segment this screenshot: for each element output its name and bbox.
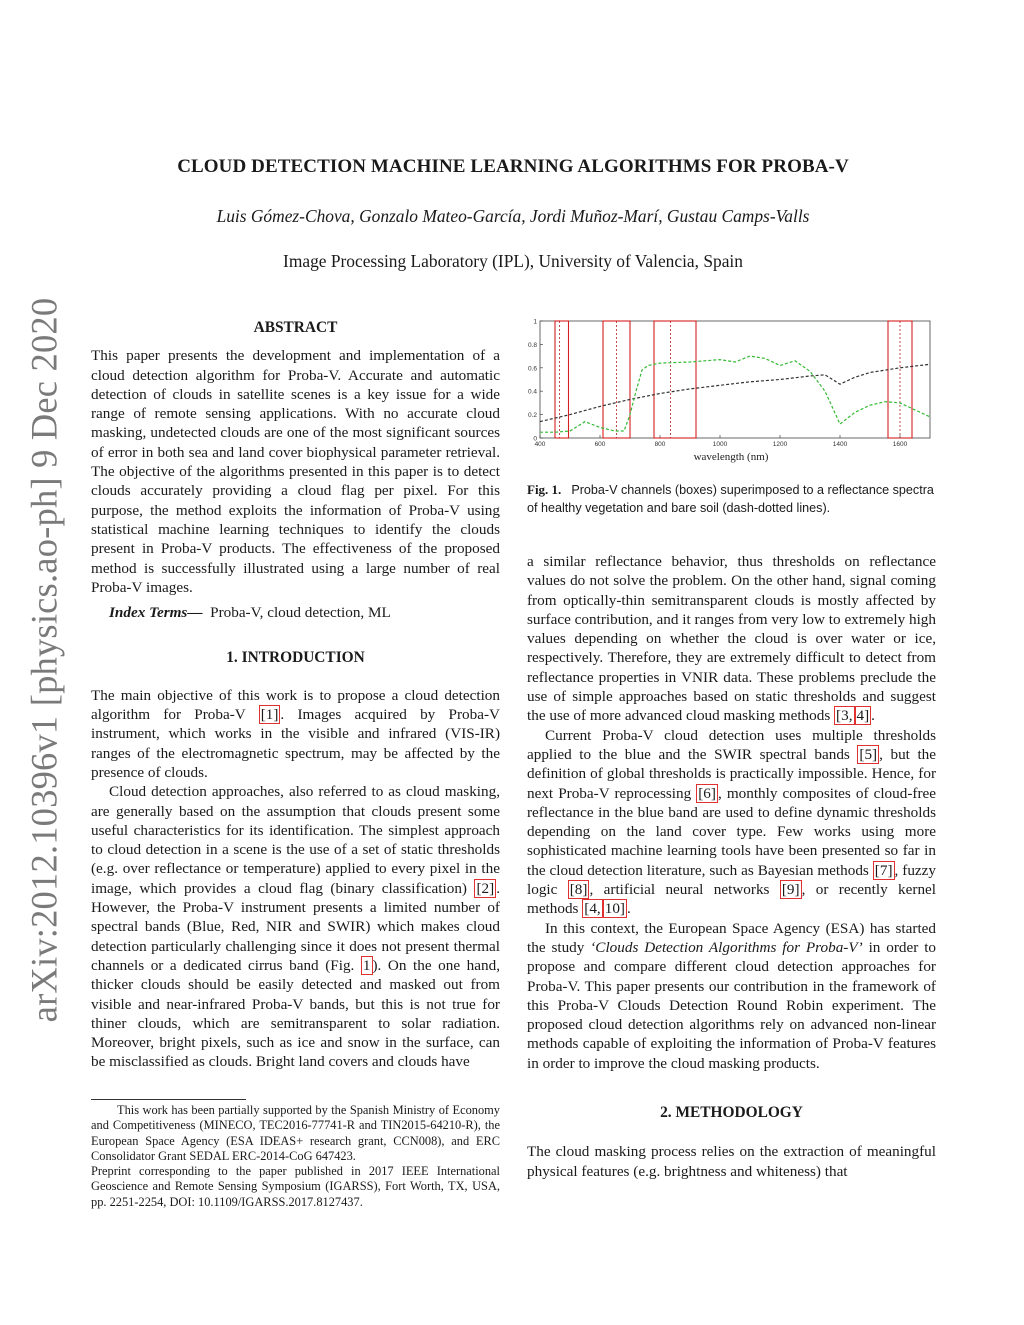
intro-heading: 1. INTRODUCTION	[226, 649, 365, 667]
intro-paragraph-2	[91, 782, 500, 1071]
x-tick-label: 1000	[712, 441, 728, 448]
affiliation: Image Processing Laboratory (IPL), University of Valencia, Spain	[283, 251, 743, 271]
citation-link[interactable]: [6]	[698, 784, 716, 802]
y-tick-label: 1	[533, 318, 537, 326]
x-tick-label: 800	[654, 441, 666, 448]
right-p1-text-a: a similar reflectance behavior, thus thresholds on reflectance values do not solve the problem. On the other hand, signal coming from optically-thin semitransparent clouds is mostly affected by surface contribution, and it ranges from very low to extremely high values depending on whether the cloud is over water or ice, respectively. Therefore, they are extremely difficult to detect from reflectance properties in VNIR data. These problems preclude the use of simple approaches based on static thresholds and suggest the use of more advanced cloud masking methods	[527, 553, 936, 725]
plot-frame	[540, 321, 930, 438]
methodology-heading: 2. METHODOLOGY	[660, 1104, 803, 1122]
intro-p1-text-b: . Images acquired by Proba-V instrument, which works in the visible and infrared (VIS-IR) ranges of the electromagnetic spectrum, may be affected by the presence of clouds.	[91, 706, 500, 781]
right-p2-text-f: , or recently kernel methods	[527, 881, 936, 918]
citation-link[interactable]: [5]	[859, 745, 878, 763]
x-tick-label: 1400	[832, 441, 848, 448]
x-tick-label: 600	[594, 441, 606, 448]
x-tick-label: 400	[534, 441, 546, 448]
x-tick-label: 1600	[892, 441, 908, 448]
band-boxes	[555, 321, 912, 438]
right-p1-text-b: .	[871, 707, 875, 725]
citation-link[interactable]: [4,	[584, 900, 601, 918]
series-line-healthy-vegetation	[540, 356, 930, 432]
index-terms-label: Index Terms—	[109, 604, 203, 622]
right-p2-text-a: Current Proba-V cloud detection uses multiple thresholds applied to the blue and the SWIR spectral bands	[527, 726, 936, 763]
citation-link[interactable]: 10]	[604, 900, 625, 918]
study-title: ‘Clouds Detection Algorithms for Proba-V’	[590, 938, 863, 956]
citation-link[interactable]: [3,	[836, 707, 853, 725]
abstract-heading: ABSTRACT	[253, 319, 338, 336]
spectra-curves	[540, 356, 930, 432]
footnote-preprint: Preprint corresponding to the paper published in 2017 IEEE International Geoscience and Remote Sensing Symposium (IGARSS), Fort Worth, TX, USA, pp. 2251-2254, DOI: 10.1109/IGARSS.2017.8127437.	[91, 1164, 500, 1209]
right-p2-text-g: .	[626, 900, 631, 918]
right-p3-text-a: In this context, the European Space Agency (ESA) has started the study	[527, 919, 936, 956]
right-p2-text-d: , fuzzy logic	[527, 861, 936, 899]
y-tick-label: 0.6	[527, 365, 537, 373]
footnote-funding: This work has been partially supported by the Spanish Ministry of Economy and Competitiveness (MINECO, TEC2016-77741-R and TIN2015-64210-R), the European Space Agency (ESA IDEAS+ research grant, CCN008), and ERC Consolidator Grant SEDAL ERC-2014-CoG 647423.	[91, 1103, 500, 1163]
right-column	[527, 552, 936, 1181]
footnote	[91, 1103, 500, 1210]
x-tick-labels	[535, 435, 908, 448]
band-box-blue	[555, 321, 569, 438]
paper-title: CLOUD DETECTION MACHINE LEARNING ALGORITHMS FOR PROBA-V	[177, 156, 849, 177]
intro-p2-text-c: ). On the one hand, thicker clouds should be easily detected and masked out from visible and near-infrared Proba-V bands, but this is not true for thiner clouds, which are semitransparent to solar radiation. Moreover, bright pixels, such as ice and snow in the surface, can be misclassified as clouds. Bright land covers and clouds have	[91, 956, 500, 1071]
right-p3-text-b: in order to propose and compare different cloud detection approaches for Proba-V. This paper presents our contribution in the framework of this Proba-V Clouds Detection Round Robin experiment. The proposed cloud detection algorithms rely on advanced non-linear methods capable of exploiting the information of Proba-V features in order to improve the cloud masking products.	[527, 938, 937, 1072]
left-column	[91, 318, 500, 1072]
right-paragraph-2	[527, 726, 936, 919]
citation-link[interactable]: [7]	[874, 861, 893, 879]
citation-link[interactable]: [2]	[476, 879, 495, 897]
series-line-bare-soil	[540, 364, 930, 421]
y-tick-labels	[528, 319, 543, 443]
figure-label: Fig. 1.	[527, 482, 562, 497]
right-p2-text-c: , monthly composites of cloud-free reflectance in the blue band are used to define dynamic thresholds depending on the land cover type. Few works using more sophisticated machine learning tools have been presented so far in the cloud detection literature, such as Bayesian methods	[527, 784, 936, 879]
figure-link[interactable]: 1	[362, 956, 371, 974]
y-tick-label: 0.8	[527, 341, 537, 349]
figure-caption-text: Proba-V channels (boxes) superimposed to a reflectance spectra of healthy vegetation and bare soil (dash-dotted lines).	[527, 483, 934, 515]
arxiv-side-label: arXiv:2012.10396v1 [physics.ao-ph] 9 Dec 2020	[23, 297, 65, 1023]
citation-link[interactable]: [1]	[260, 706, 279, 724]
right-paragraph-3	[527, 919, 936, 1073]
right-p2-text-e: , artificial neural networks	[589, 881, 780, 899]
index-terms-text: Proba-V, cloud detection, ML	[210, 604, 391, 622]
band-box-nir	[654, 321, 696, 438]
intro-p1-text-a: The main objective of this work is to propose a cloud detection algorithm for Proba-V	[91, 686, 500, 724]
footnote-rule	[91, 1099, 246, 1100]
y-tick-label: 0.4	[527, 388, 537, 396]
author-list: Luis Gómez-Chova, Gonzalo Mateo-García, Jordi Muñoz-Marí, Gustau Camps-Valls	[216, 206, 810, 226]
right-p2-text-b: , but the definition of global thresholds is practically impossible. Hence, for next Proba-V reprocessing	[527, 745, 936, 802]
abstract-text: This paper presents the development and implementation of a cloud detection algorithm for Proba-V. Accurate and automatic detection of clouds in satellite scenes is a key issue for a wide range of remote sensing applications. With no accurate cloud masking, undetected clouds are one of the most significant sources of error in both sea and land cover biophysical parameter retrieval. The objective of the algorithms presented in this paper is to detect clouds accurately providing a cloud flag per pixel. For this purpose, the method exploits the information of Proba-V using statistical machine learning techniques to identify the clouds present in Proba-V products. The effectiveness of the proposed method is successfully illustrated using a large number of real Proba-V images.	[91, 347, 500, 596]
citation-link[interactable]: [9]	[781, 881, 800, 899]
arxiv-side-label-box	[22, 297, 66, 1023]
right-paragraph-1	[527, 552, 936, 726]
y-tick-label: 0	[533, 435, 537, 443]
citation-link[interactable]: [8]	[569, 881, 588, 899]
x-axis-label: wavelength (nm)	[693, 451, 769, 463]
citation-link[interactable]: 4]	[856, 707, 870, 725]
intro-paragraph-1	[91, 686, 500, 782]
intro-p2-text-a: Cloud detection approaches, also referred to as cloud masking, are generally based on the assumption that clouds present some useful characteristics for its identification. The simplest approach to cloud detection in a scene is the use of a set of static thresholds (e.g. over reflectance or temperature) applied to every pixel in the image, which provides a cloud flag (binary classification)	[91, 783, 500, 897]
intro-p2-text-b: . However, the Proba-V instrument presents a limited number of spectral bands (Blue, Red, NIR and SWIR) which makes cloud detection particularly challenging since it does not present thermal channels or a dedicated cirrus band (Fig.	[91, 879, 500, 974]
y-tick-label: 0.2	[527, 412, 537, 420]
figure-1-chart	[520, 318, 940, 468]
methodology-paragraph: The cloud masking process relies on the extraction of meaningful physical features (e.g. brightness and whiteness) that	[527, 1143, 936, 1180]
x-tick-label: 1200	[772, 441, 788, 448]
index-terms	[91, 603, 500, 622]
figure-caption	[527, 481, 936, 517]
